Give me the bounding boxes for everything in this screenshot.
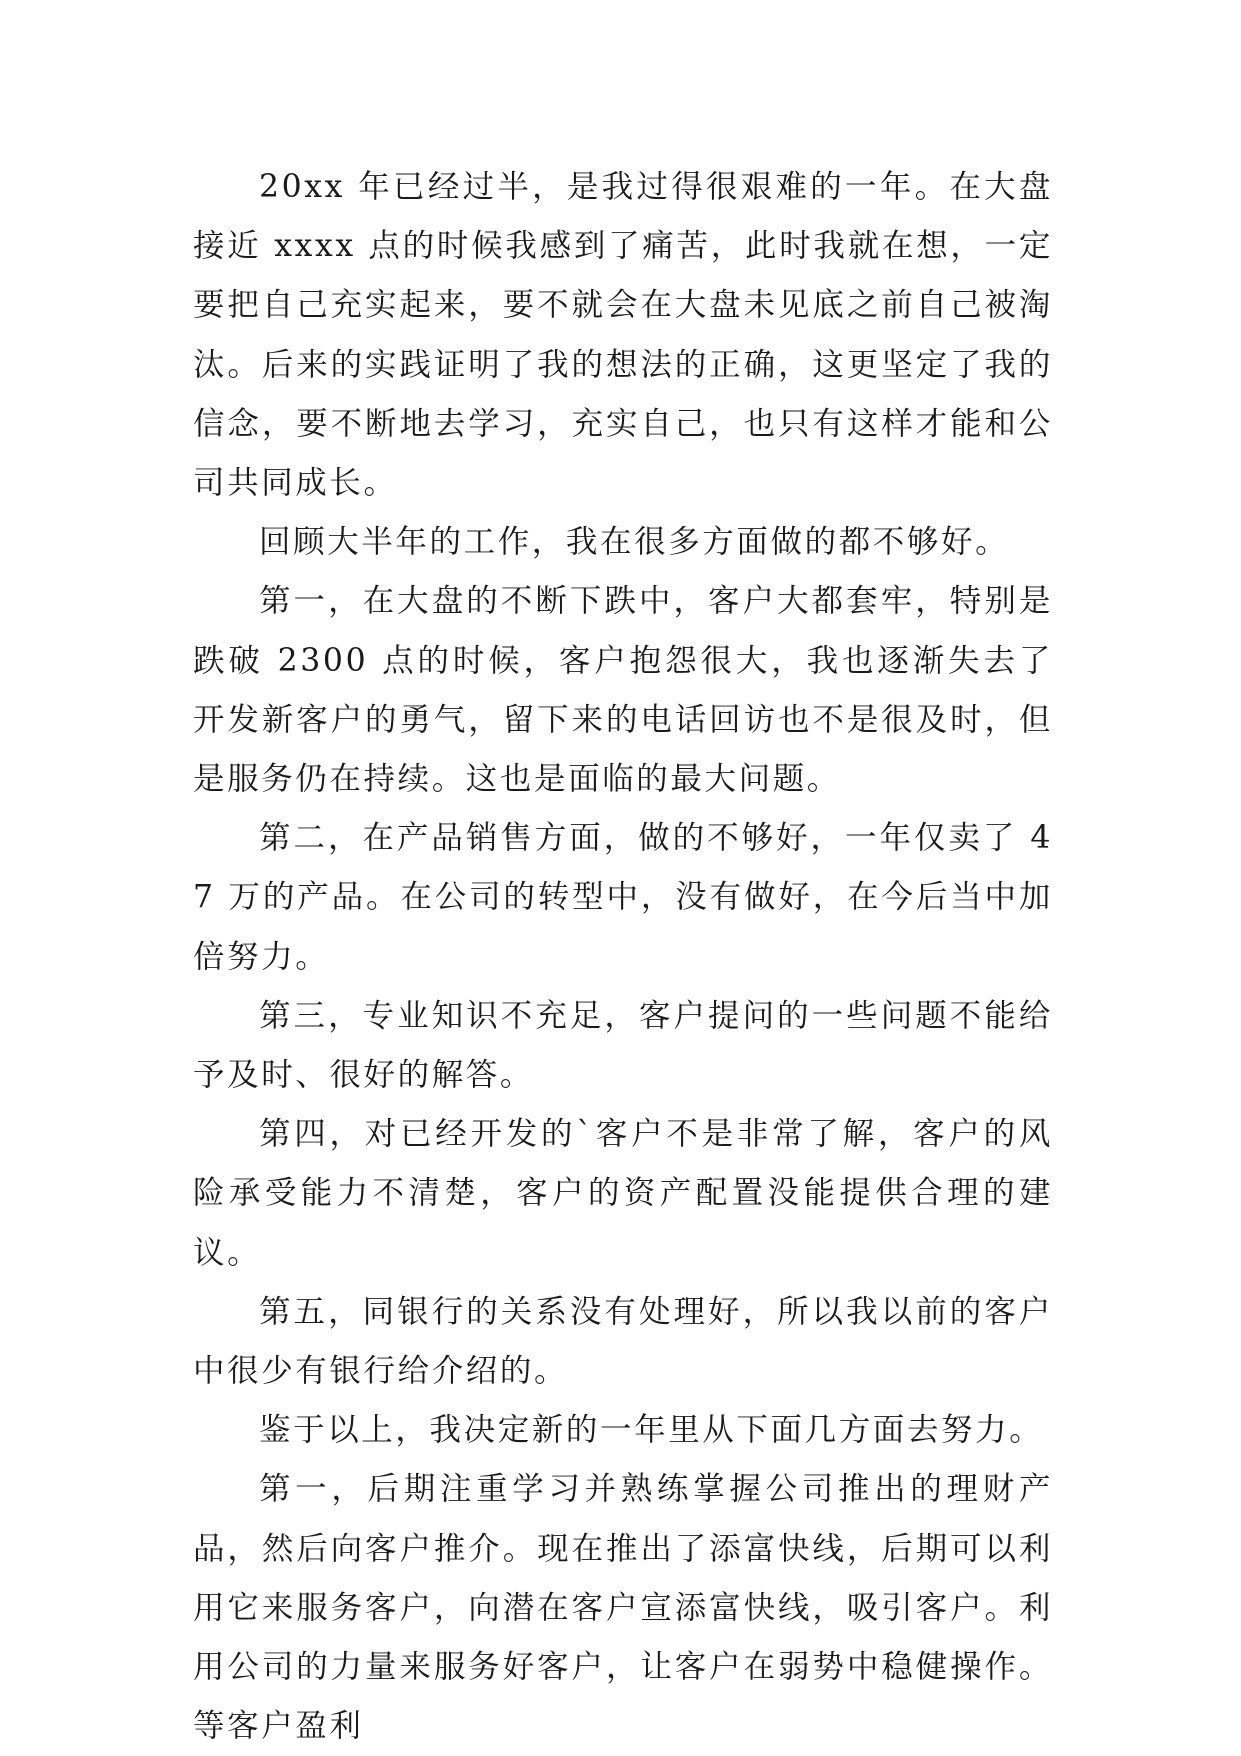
- paragraph: 第四，对已经开发的`客户不是非常了解，客户的风险承受能力不清楚，客户的资产配置没能提供合理的建议。: [193, 1116, 1053, 1271]
- paragraph: 回顾大半年的工作，我在很多方面做的都不够好。: [259, 524, 1010, 561]
- paragraph: 第一，在大盘的不断下跌中，客户大都套牢，特别是跌破 2300 点的时候，客户抱怨很大，我也逐渐失去了开发新客户的勇气，留下来的电话回访也不是很及时，但是服务仍在持续。这也是面临的最大问题。: [193, 583, 1053, 798]
- paragraph: 第一，后期注重学习并熟练掌握公司推出的理财产品，然后向客户推介。现在推出了添富快线，后期可以利用它来服务客户，向潜在客户宣添富快线，吸引客户。利用公司的力量来服务好客户，让客户在弱势中稳健操作。等客户盈利: [193, 1471, 1053, 1745]
- paragraph: 第五，同银行的关系没有处理好，所以我以前的客户中很少有银行给介绍的。: [193, 1293, 1053, 1390]
- paragraph: 20xx 年已经过半，是我过得很艰难的一年。在大盘接近 xxxx 点的时候我感到了痛苦，此时我就在想，一定要把自己充实起来，要不就会在大盘未见底之前自己被淘汰。后来的实践证明了我的想法的正确，这更坚定了我的信念，要不断地去学习，充实自己，也只有这样才能和公司共同成长。: [193, 169, 1053, 502]
- document-body: [193, 158, 1053, 1756]
- paragraph: 第三，专业知识不充足，客户提问的一些问题不能给予及时、很好的解答。: [193, 997, 1053, 1094]
- paragraph: 鉴于以上，我决定新的一年里从下面几方面去努力。: [259, 1412, 1044, 1449]
- paragraph: 第二，在产品销售方面，做的不够好，一年仅卖了 47 万的产品。在公司的转型中，没有做好，在今后当中加倍努力。: [193, 820, 1053, 975]
